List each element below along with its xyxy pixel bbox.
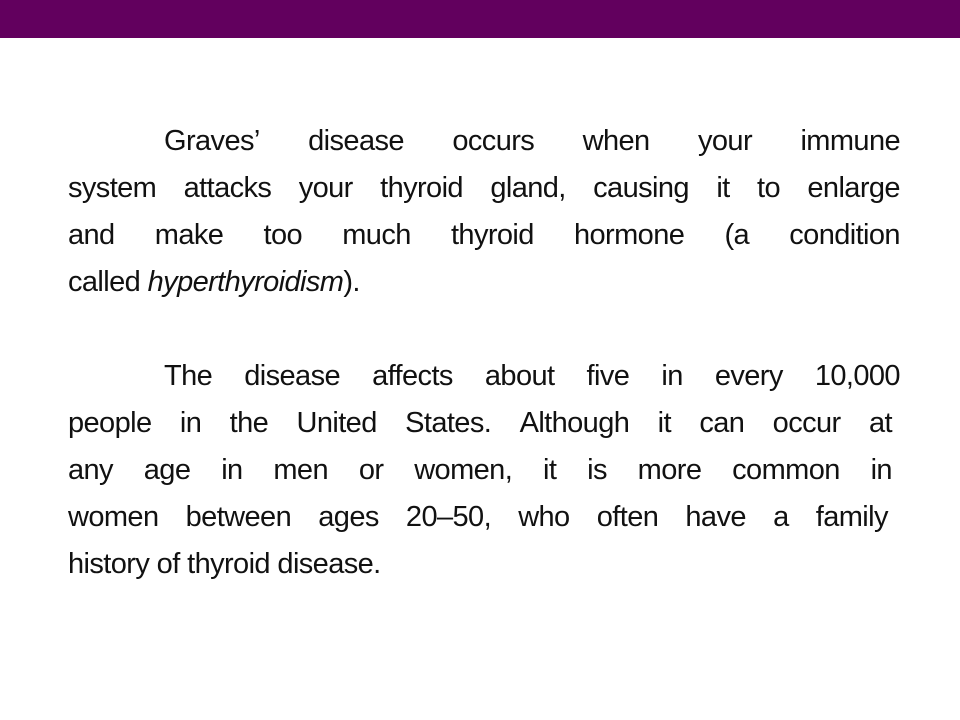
word: when (582, 125, 650, 157)
text-line (68, 400, 892, 447)
word: hormone (574, 219, 685, 251)
word: women, (414, 454, 513, 486)
word: it (657, 407, 671, 439)
word: system (68, 172, 157, 204)
word: Graves’ (164, 125, 260, 157)
word: it (716, 172, 730, 204)
word: any (68, 454, 113, 486)
text-line (68, 259, 900, 306)
text-line (68, 447, 892, 494)
text-line (68, 212, 900, 259)
word: immune (800, 125, 900, 157)
word: your (298, 172, 353, 204)
word: attacks (183, 172, 272, 204)
text-line (68, 165, 900, 212)
word: men (273, 454, 328, 486)
word: about (484, 360, 555, 392)
word: occurs (452, 125, 535, 157)
text-line (68, 353, 900, 400)
word: is (587, 454, 607, 486)
word: between (185, 501, 292, 533)
word: disease (244, 360, 341, 392)
word: a (773, 501, 789, 533)
word: United (296, 407, 377, 439)
word: in (221, 454, 243, 486)
word: The (164, 360, 213, 392)
word: your (698, 125, 753, 157)
word: much (342, 219, 411, 251)
word: it (542, 454, 557, 486)
emphasized-term: hyperthyroidism (147, 266, 344, 298)
word: can (699, 407, 745, 439)
word: at (868, 407, 892, 439)
word: women (68, 501, 159, 533)
header-bar (0, 0, 960, 38)
word: or (358, 454, 384, 486)
word: disease (308, 125, 404, 157)
word: age (143, 454, 191, 486)
slide-body (68, 118, 900, 588)
word: thyroid (450, 219, 534, 251)
word: affects (372, 360, 453, 392)
word: who (518, 501, 570, 533)
word: condition (789, 219, 900, 251)
word: more (637, 454, 702, 486)
word: and (68, 219, 115, 251)
word: thyroid (380, 172, 463, 204)
word: make (154, 219, 224, 251)
word: gland, (490, 172, 566, 204)
word: have (685, 501, 746, 533)
text-run: called (68, 266, 148, 298)
word: (a (724, 219, 750, 251)
word: to (757, 172, 781, 204)
word: family (815, 501, 888, 533)
word: common (732, 454, 840, 486)
word: causing (593, 172, 689, 204)
word: enlarge (807, 172, 900, 204)
paragraph-graves-definition (68, 118, 900, 306)
word: occur (772, 407, 841, 439)
word: in (870, 454, 892, 486)
text-line (68, 118, 900, 165)
word: 20–50, (405, 501, 492, 533)
paragraph-prevalence (68, 353, 900, 588)
word: five (586, 360, 630, 392)
text-line (68, 494, 888, 541)
text-run: ). (343, 266, 360, 298)
word: people (68, 407, 152, 439)
word: 10,000 (814, 360, 900, 392)
word: ages (318, 501, 379, 533)
word: Although (519, 407, 630, 439)
word: States. (405, 407, 492, 439)
word: too (263, 219, 303, 251)
word: the (229, 407, 269, 439)
word: every (714, 360, 783, 392)
text-line: history of thyroid disease. (68, 548, 381, 580)
word: in (661, 360, 683, 392)
word: in (179, 407, 202, 439)
word: often (596, 501, 659, 533)
